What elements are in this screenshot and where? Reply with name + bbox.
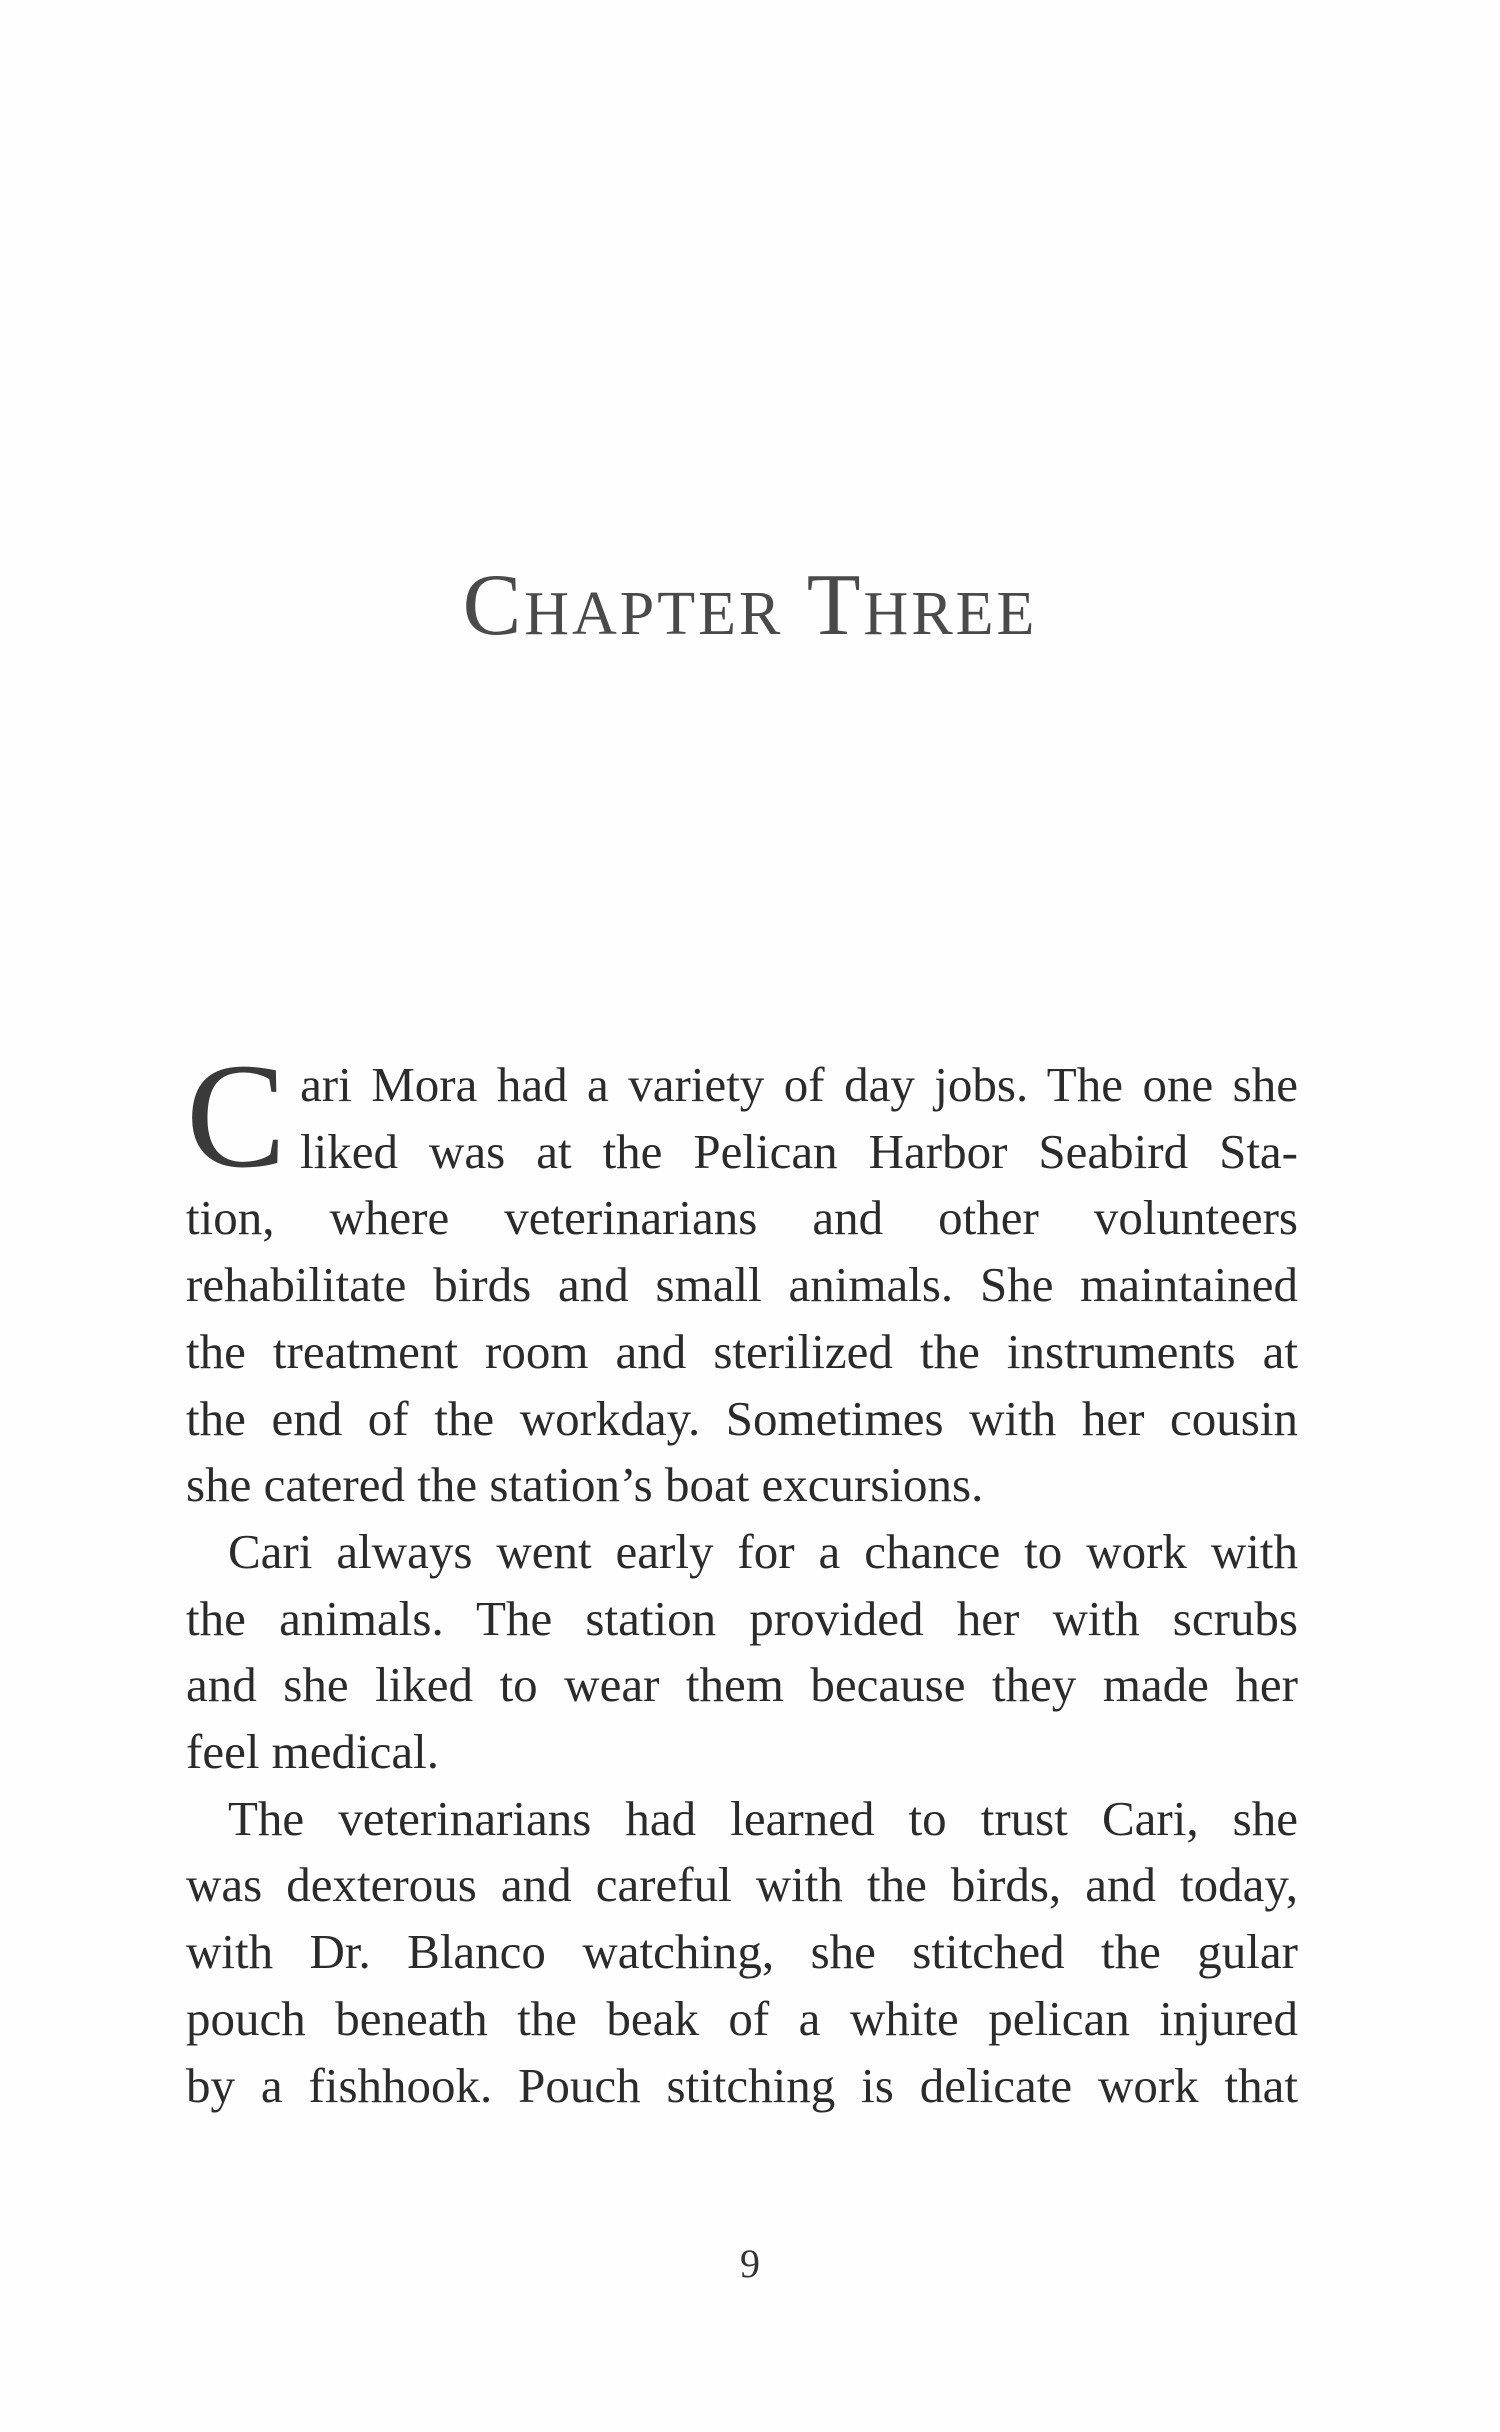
text-line: feel medical. — [186, 1724, 440, 1780]
paragraph-1 — [186, 1033, 1298, 1519]
text-line: liked was at the Pelican Harbor Seabird Sta- — [300, 1123, 1298, 1179]
text-line: The veterinarians had learned to trust Cari, she — [228, 1790, 1298, 1846]
text-line: by a fishhook. Pouch stitching is delicate work that — [186, 2057, 1298, 2113]
text-line: was dexterous and careful with the birds, and today, — [186, 1857, 1298, 1913]
text-line: pouch beneath the beak of a white pelican injured — [186, 1990, 1298, 2046]
page-number: 9 — [740, 2241, 760, 2286]
paragraph-3 — [186, 1786, 1298, 2120]
text-line: she catered the station’s boat excursions. — [186, 1457, 984, 1513]
text-line: the animals. The station provided her with scrubs — [186, 1590, 1298, 1646]
text-line: tion, where veterinarians and other volunteers — [186, 1190, 1298, 1246]
text-line: ari Mora had a variety of day jobs. The one she — [300, 1057, 1298, 1112]
body-text — [186, 1033, 1298, 2119]
text-line: Cari always went early for a chance to work with — [228, 1523, 1298, 1579]
drop-cap: C — [186, 1033, 287, 1199]
paragraph-2 — [186, 1519, 1298, 1786]
text-line: rehabilitate birds and small animals. She maintained — [186, 1257, 1298, 1313]
text-line: and she liked to wear them because they made her — [186, 1657, 1298, 1713]
text-line: the end of the workday. Sometimes with her cousin — [186, 1390, 1298, 1446]
text-line: with Dr. Blanco watching, she stitched the gular — [186, 1924, 1298, 1980]
chapter-title: Chapter Three — [462, 557, 1038, 654]
text-line: the treatment room and sterilized the instruments at — [186, 1323, 1298, 1379]
